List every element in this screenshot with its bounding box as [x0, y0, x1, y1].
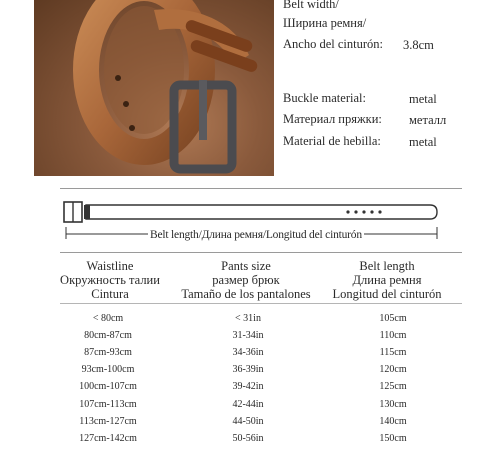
belt-product-photo	[34, 0, 274, 176]
header-waistline	[50, 259, 170, 301]
length-cell: 115cm	[379, 347, 407, 358]
buckle-material-value-ru: металл	[409, 113, 447, 127]
header-pants-size-es: Tamaño de los pantalones	[181, 287, 311, 301]
pants-cell: 34-36in	[232, 347, 264, 358]
header-waistline-ru: Окружность талии	[60, 273, 160, 287]
waist-cell: 127cm-142cm	[79, 433, 137, 444]
pants-cell: 39-42in	[232, 381, 264, 392]
header-belt-length-en: Belt length	[359, 259, 415, 273]
belt-length-label: Belt length/Длина ремня/Longitud del cinturón	[150, 229, 362, 241]
waist-cell: 107cm-113cm	[79, 399, 137, 410]
buckle-material-value-en: metal	[409, 92, 437, 106]
header-belt-length	[322, 259, 452, 301]
pants-cell: 42-44in	[232, 399, 264, 410]
buckle-material-value-es: metal	[409, 135, 437, 149]
length-cell: 105cm	[379, 313, 407, 324]
header-waistline-es: Cintura	[91, 287, 129, 301]
waist-cell: 87cm-93cm	[84, 347, 132, 358]
belt-illustration	[34, 0, 274, 176]
header-belt-length-es: Longitud del cinturón	[332, 287, 442, 301]
length-cell: 125cm	[379, 381, 407, 392]
header-pants-size	[176, 259, 316, 301]
length-cell: 110cm	[379, 330, 407, 341]
length-cell: 140cm	[379, 416, 407, 427]
waist-cell: < 80cm	[92, 313, 124, 324]
header-pants-size-ru: размер брюк	[212, 273, 280, 287]
header-pants-size-en: Pants size	[221, 259, 271, 273]
pants-cell: 44-50in	[232, 416, 264, 427]
pants-cell: 31-34in	[232, 330, 264, 341]
pants-cell: < 31in	[235, 313, 261, 324]
waist-cell: 113cm-127cm	[79, 416, 137, 427]
table-header-rule	[60, 303, 462, 304]
buckle-material-label-es: Material de hebilla:	[283, 134, 381, 148]
length-cell: 120cm	[379, 364, 407, 375]
buckle-material-label-ru: Материал пряжки:	[283, 112, 382, 126]
belt-width-value: 3.8cm	[403, 38, 434, 52]
waist-cell: 80cm-87cm	[84, 330, 132, 341]
section-divider	[60, 188, 462, 189]
header-belt-length-ru: Длина ремня	[352, 273, 422, 287]
buckle-material-label-en: Buckle material:	[283, 91, 366, 105]
belt-width-label-es: Ancho del cinturón:	[283, 37, 383, 51]
belt-width-label-ru: Ширина ремня/	[283, 16, 367, 30]
waist-cell: 100cm-107cm	[79, 381, 137, 392]
pants-cell: 50-56in	[232, 433, 264, 444]
diagram-divider	[60, 252, 462, 253]
length-cell: 150cm	[379, 433, 407, 444]
pants-cell: 36-39in	[232, 364, 264, 375]
belt-width-label-en: Belt width/	[283, 0, 339, 11]
waist-cell: 93cm-100cm	[81, 364, 135, 375]
length-cell: 130cm	[379, 399, 407, 410]
header-waistline-en: Waistline	[86, 259, 134, 273]
